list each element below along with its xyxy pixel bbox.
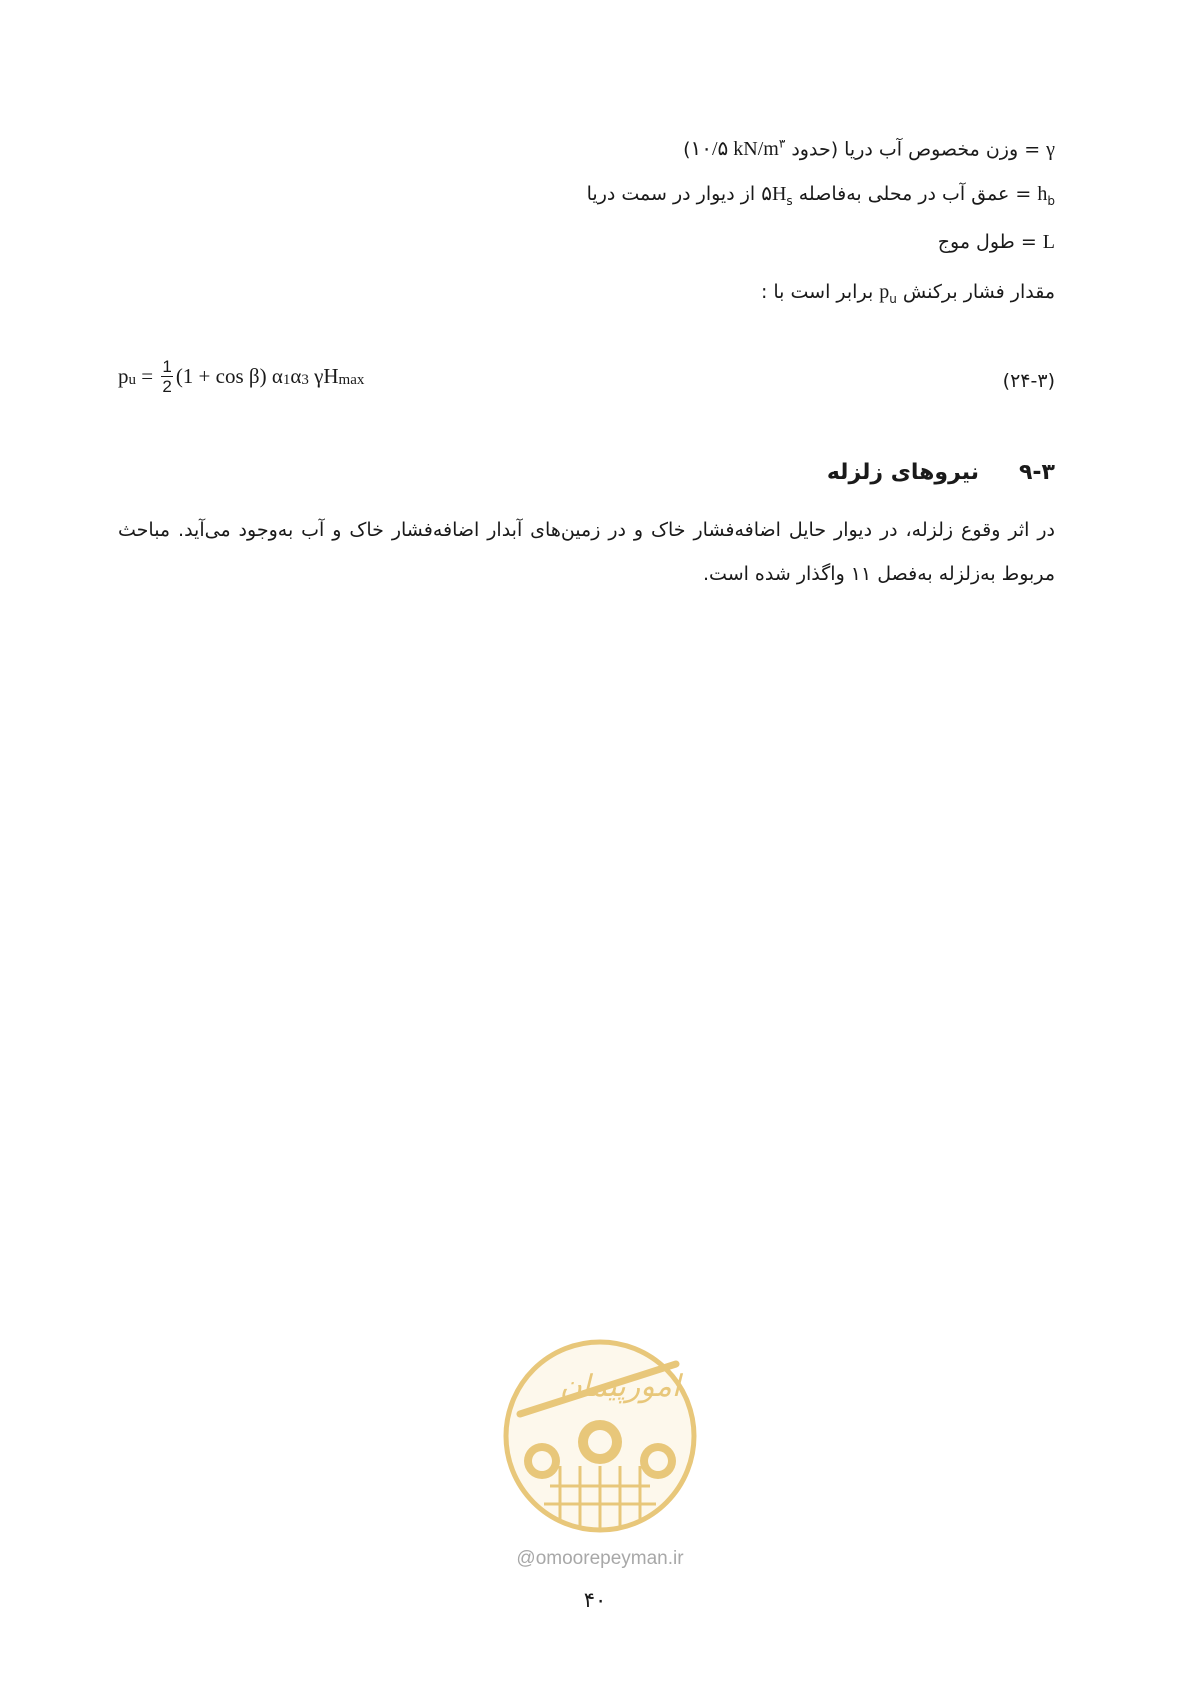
eq-fraction [161, 358, 172, 395]
L-symbol: L [1042, 231, 1055, 253]
pu-text-after: برابر است با : [760, 281, 880, 303]
hb-text: = عمق آب در محلی به‌فاصله [792, 183, 1038, 205]
eq-body: (1 + cos β) α [175, 364, 283, 388]
definition-L [938, 228, 1055, 256]
gamma-value: ۱۰/۵ kN/m [690, 138, 779, 161]
gamma-symbol: γ [1046, 138, 1055, 161]
pu-text-before: مقدار فشار برکنش [896, 281, 1055, 303]
omoorepeyman-logo [500, 1336, 700, 1536]
equation-number: (۲۴-۳) [1002, 370, 1055, 392]
gamma-value-group [691, 138, 786, 160]
eq-frac-den: 2 [162, 377, 172, 396]
definition-pu [761, 278, 1055, 313]
section-number: ۹-۳ [1019, 460, 1055, 485]
hb-value: ۵H [761, 183, 787, 205]
section-title: نیروهای زلزله [826, 460, 979, 485]
eq-sub1: 1 [282, 372, 291, 388]
equation [118, 358, 364, 395]
hb-value-group [761, 183, 793, 208]
gamma-text: = وزن مخصوص آب دریا (حدود [785, 138, 1047, 161]
eq-lhs-sub: u [128, 372, 136, 388]
eq-tail: γH [308, 364, 339, 388]
eq-alpha2: α [290, 364, 302, 388]
hb-tail: از دیوار در سمت دریا [586, 183, 762, 205]
grid-icon [544, 1466, 656, 1530]
gamma-exponent: ۳ [778, 137, 786, 151]
pu-sub: u [889, 291, 897, 306]
gamma-close: ) [683, 138, 691, 161]
eq-lhs: p [118, 364, 129, 388]
definition-gamma [683, 130, 1055, 163]
pu-symbol-group [879, 281, 897, 306]
eq-frac-num: 1 [162, 357, 172, 376]
logo-url: @omoorepeyman.ir [516, 1548, 684, 1569]
logo-wordmark: امورپیمان [559, 1369, 681, 1404]
eq-sub-max: max [338, 372, 365, 388]
page-number: ۴۰ [583, 1588, 607, 1612]
section-body: در اثر وقوع زلزله، در دیوار حایل اضافه‌فشار خاک و در زمین‌های آبدار اضافه‌فشار خاک و آب به‌وجود می‌آید. مباحث مربوط به‌زلزله به‌فصل ۱۱ واگذار شده است. [118, 519, 1055, 585]
hb-value-sub: s [786, 193, 793, 208]
eq-equals: = [136, 364, 159, 388]
L-text: = طول موج [937, 231, 1043, 253]
hb-symbol: h [1037, 183, 1048, 205]
section-heading [827, 460, 1055, 485]
hb-symbol-group [1037, 183, 1055, 208]
hb-sub: b [1047, 193, 1055, 208]
definition-hb [587, 180, 1055, 215]
eq-sub3: 3 [301, 372, 309, 388]
pu-symbol: p [879, 281, 890, 303]
